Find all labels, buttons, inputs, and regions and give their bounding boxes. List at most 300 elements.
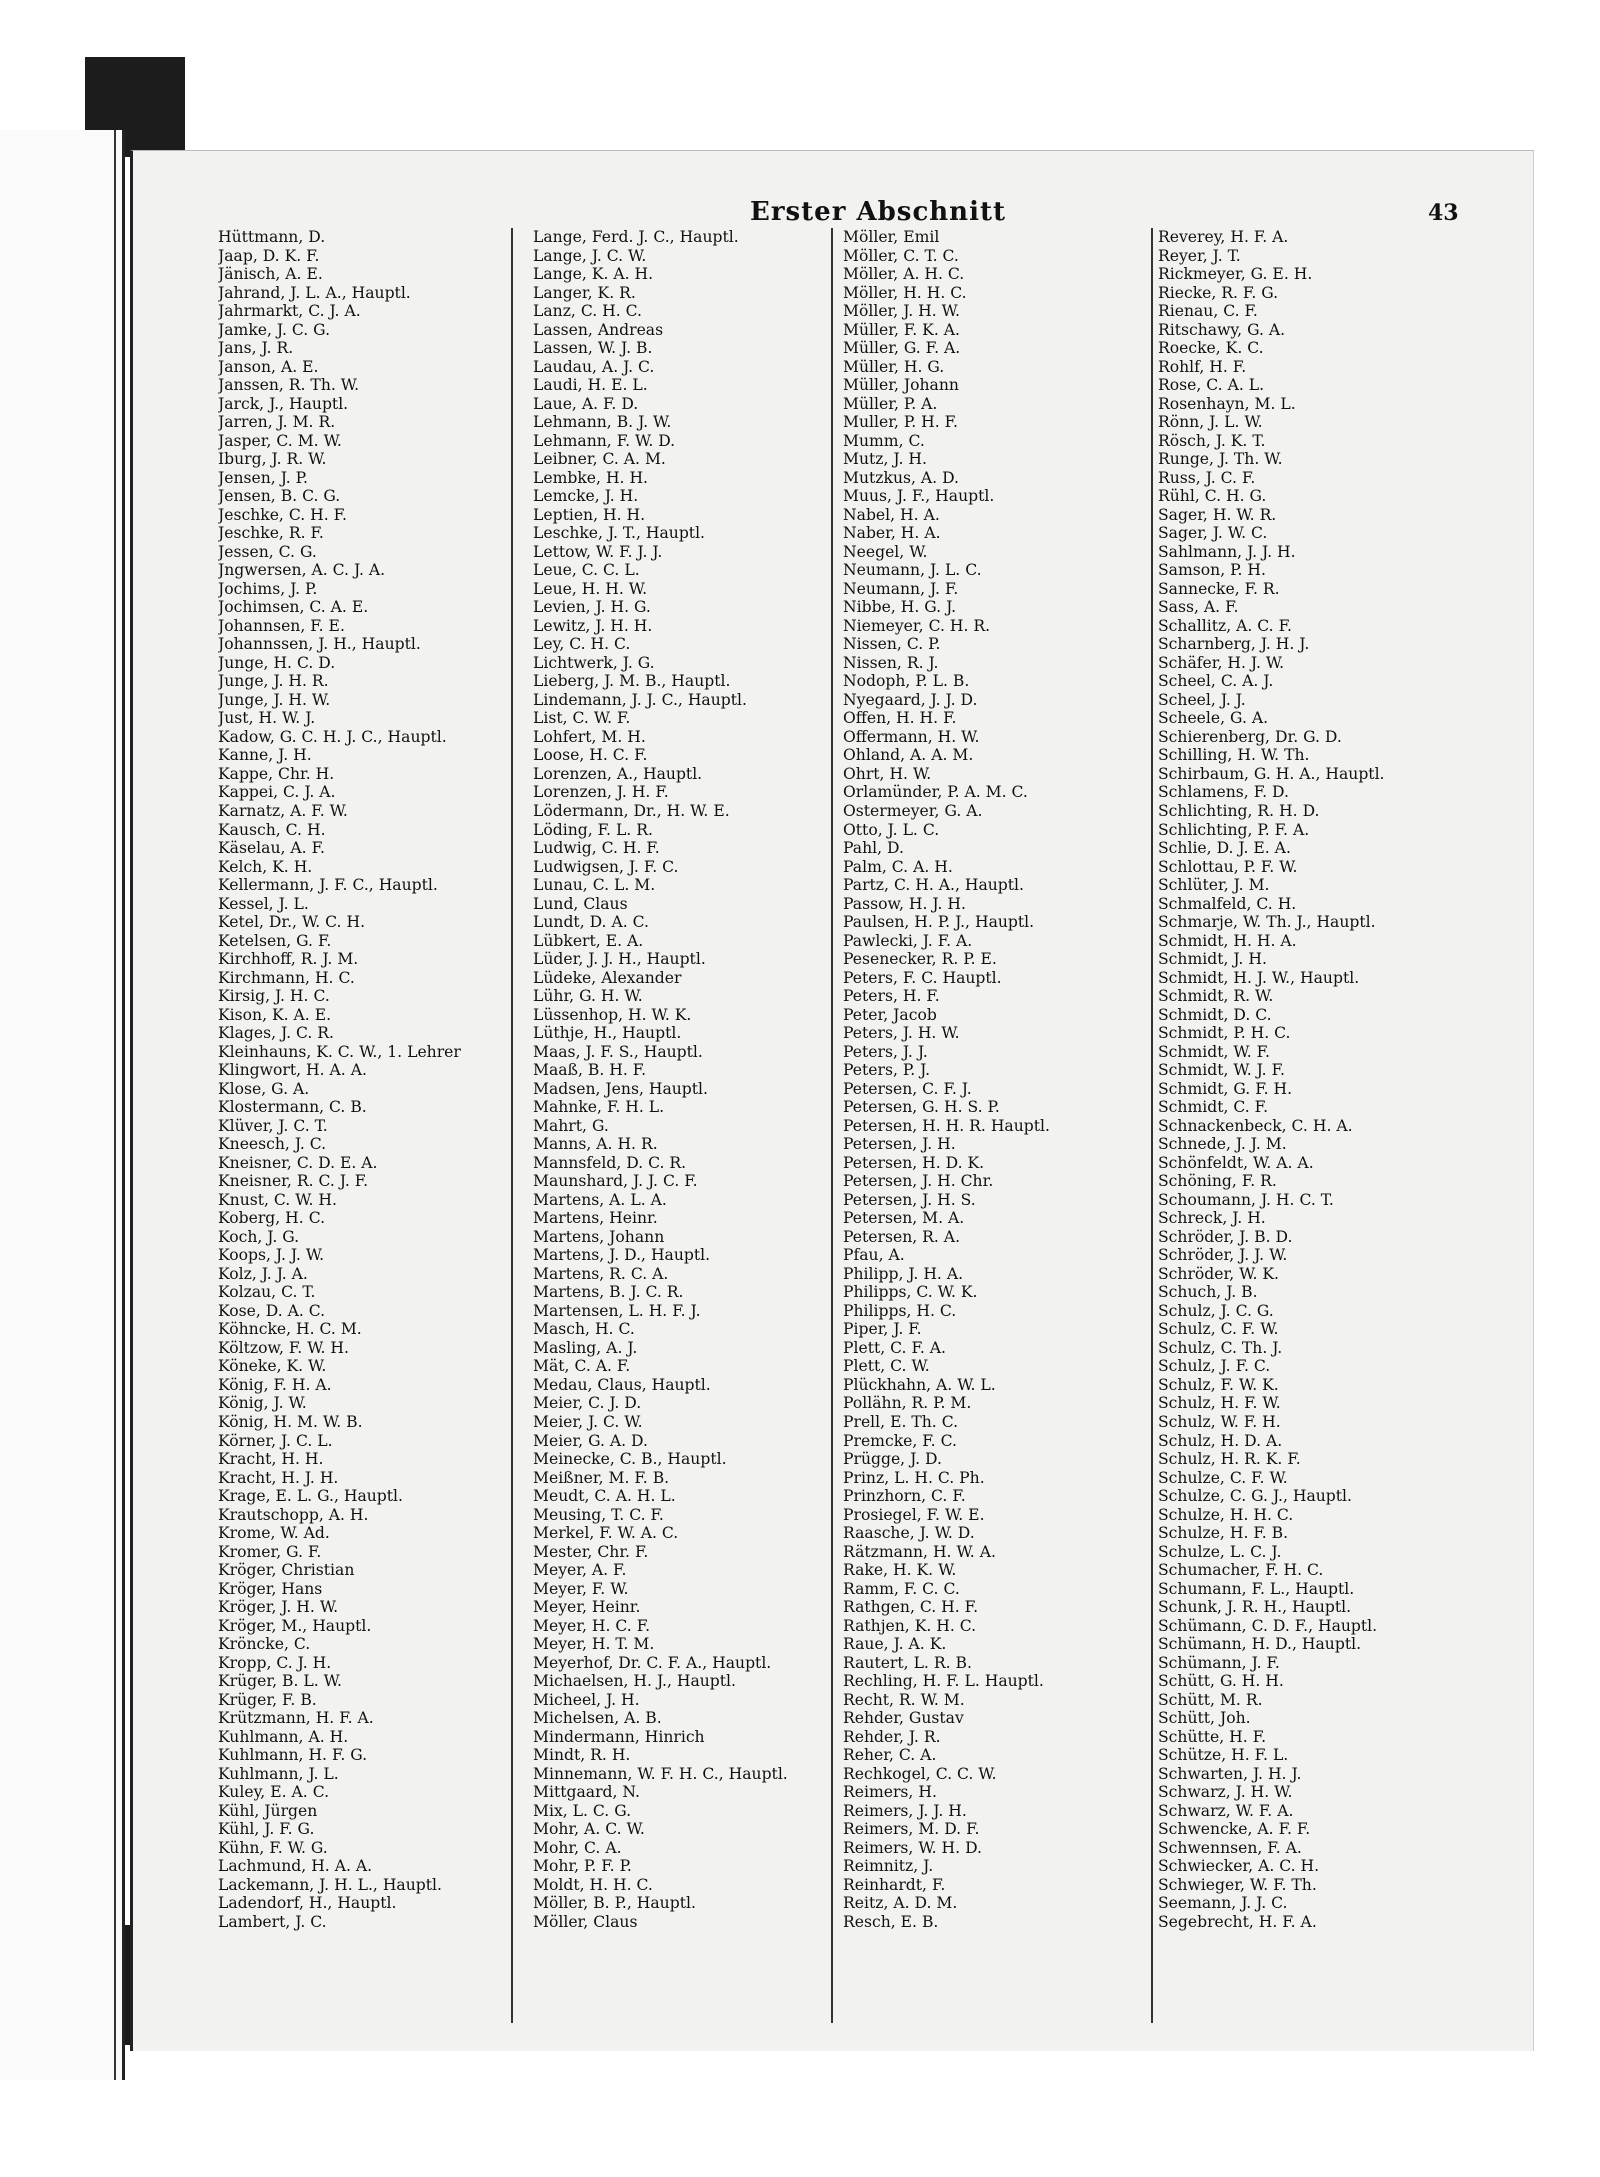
directory-entry: Kirchhoff, R. J. M. — [218, 950, 359, 969]
directory-entry: Lange, K. A. H. — [533, 265, 654, 284]
directory-entry: Jamke, J. C. G. — [218, 320, 331, 339]
directory-entry: Kleinhauns, K. C. W., 1. Lehrer — [218, 1042, 461, 1061]
page-number: 43 — [1428, 200, 1459, 226]
directory-entry: Körner, J. C. L. — [218, 1431, 333, 1450]
directory-entry: Lachmund, H. A. A. — [218, 1857, 373, 1876]
directory-entry: Kessel, J. L. — [218, 894, 309, 913]
directory-entry: Kröger, J. H. W. — [218, 1598, 339, 1617]
directory-entry: Schütze, H. F. L. — [1158, 1746, 1289, 1765]
directory-entry: Schmidt, H. J. W., Hauptl. — [1158, 968, 1360, 987]
directory-entry: Schlamens, F. D. — [1158, 783, 1289, 802]
directory-entry: Neumann, J. F. — [843, 579, 959, 598]
directory-entry: Peter, Jacob — [843, 1005, 937, 1024]
directory-entry: Leue, H. H. W. — [533, 579, 648, 598]
directory-entry: Schmidt, G. F. H. — [1158, 1079, 1293, 1098]
directory-entry: Ramm, F. C. C. — [843, 1579, 960, 1598]
directory-entry: Krautschopp, A. H. — [218, 1505, 369, 1524]
directory-entry: Schlottau, P. F. W. — [1158, 857, 1298, 876]
directory-entry: Martens, A. L. A. — [533, 1190, 667, 1209]
directory-entry: Otto, J. L. C. — [843, 820, 940, 839]
directory-entry: Mät, C. A. F. — [533, 1357, 631, 1376]
directory-entry: Kuhlmann, A. H. — [218, 1727, 349, 1746]
directory-entry: Koberg, H. C. — [218, 1209, 326, 1228]
directory-entry: Lembke, H. H. — [533, 468, 649, 487]
directory-entry: Jochimsen, C. A. E. — [218, 598, 369, 617]
directory-entry: Lorenzen, J. H. F. — [533, 783, 669, 802]
directory-entry: Schümann, H. D., Hauptl. — [1158, 1635, 1362, 1654]
directory-entry: Merkel, F. W. A. C. — [533, 1524, 679, 1543]
directory-entry: Kausch, C. H. — [218, 820, 326, 839]
directory-entry: Reinhardt, F. — [843, 1875, 946, 1894]
directory-entry: Schuch, J. B. — [1158, 1283, 1258, 1302]
directory-entry: Schunk, J. R. H., Hauptl. — [1158, 1598, 1352, 1617]
directory-entry: Minnemann, W. F. H. C., Hauptl. — [533, 1764, 788, 1783]
directory-entry: Raasche, J. W. D. — [843, 1524, 975, 1543]
directory-entry: Möller, Emil — [843, 228, 940, 246]
directory-entry: Just, H. W. J. — [218, 709, 316, 728]
directory-entry: Kröger, M., Hauptl. — [218, 1616, 372, 1635]
page-fold-line — [114, 130, 116, 2080]
directory-entry: Leue, C. C. L. — [533, 561, 640, 580]
directory-entry: Möller, H. H. C. — [843, 283, 967, 302]
directory-entry: Schümann, C. D. F., Hauptl. — [1158, 1616, 1378, 1635]
directory-entry: Sahlmann, J. J. H. — [1158, 542, 1296, 561]
directory-entry: Schröder, J. B. D. — [1158, 1227, 1293, 1246]
directory-entry: Sannecke, F. R. — [1158, 579, 1280, 598]
directory-entry: Jaap, D. K. F. — [218, 246, 320, 265]
directory-entry: Reimers, W. H. D. — [843, 1838, 982, 1857]
directory-entry: Passow, H. J. H. — [843, 894, 966, 913]
directory-entry: Meyerhof, Dr. C. F. A., Hauptl. — [533, 1653, 772, 1672]
directory-entry: König, H. M. W. B. — [218, 1413, 363, 1431]
directory-entry: Meier, C. J. D. — [533, 1394, 642, 1413]
directory-entry: Schallitz, A. C. F. — [1158, 616, 1292, 635]
directory-entry: Jasper, C. M. W. — [218, 431, 342, 450]
directory-entry: Kose, D. A. C. — [218, 1301, 326, 1320]
directory-entry: Rathgen, C. H. F. — [843, 1598, 979, 1617]
directory-entry: Prell, E. Th. C. — [843, 1413, 959, 1431]
directory-entry: Schmidt, D. C. — [1158, 1005, 1272, 1024]
directory-entry: Iburg, J. R. W. — [218, 450, 327, 469]
directory-entry: Resch, E. B. — [843, 1912, 939, 1931]
directory-entry: Prügge, J. D. — [843, 1450, 942, 1469]
directory-entry: Laue, A. F. D. — [533, 394, 639, 413]
directory-entry: Ohland, A. A. M. — [843, 746, 974, 765]
directory-entry: Lackemann, J. H. L., Hauptl. — [218, 1875, 442, 1894]
directory-entry: Sass, A. F. — [1158, 598, 1239, 617]
directory-entry: Nodoph, P. L. B. — [843, 672, 970, 691]
directory-entry: Prinz, L. H. C. Ph. — [843, 1468, 985, 1487]
directory-entry: Scheel, J. J. — [1158, 690, 1246, 709]
directory-entry: Meyer, H. C. F. — [533, 1616, 651, 1635]
directory-entry: Schröder, J. J. W. — [1158, 1246, 1288, 1265]
directory-entry: Müller, F. K. A. — [843, 320, 960, 339]
directory-entry: Schulz, C. F. W. — [1158, 1320, 1279, 1339]
directory-entry: Michelsen, A. B. — [533, 1709, 662, 1728]
directory-entry: Meyer, H. T. M. — [533, 1635, 655, 1654]
directory-entry: Maunshard, J. J. C. F. — [533, 1172, 698, 1191]
directory-entry: Reimers, J. J. H. — [843, 1801, 967, 1820]
directory-entry: Schlie, D. J. E. A. — [1158, 839, 1291, 858]
directory-entry: Jarck, J., Hauptl. — [218, 394, 349, 413]
directory-entry: Schlichting, R. H. D. — [1158, 801, 1320, 820]
directory-entry: Kappe, Chr. H. — [218, 764, 335, 783]
directory-entry: Sager, H. W. R. — [1158, 505, 1277, 524]
directory-entry: Lühr, G. H. W. — [533, 987, 643, 1006]
directory-entry: Rechkogel, C. C. W. — [843, 1764, 997, 1783]
directory-entry: Rosenhayn, M. L. — [1158, 394, 1296, 413]
directory-entry: Laudi, H. E. L. — [533, 376, 648, 395]
directory-entry: Nissen, R. J. — [843, 653, 939, 672]
directory-entry: Lambert, J. C. — [218, 1912, 327, 1931]
directory-entry: Rönn, J. L. W. — [1158, 413, 1263, 432]
directory-entry: Rehder, J. R. — [843, 1727, 941, 1746]
directory-entry: List, C. W. F. — [533, 709, 631, 728]
directory-entry: Jensen, J. P. — [218, 468, 308, 487]
directory-entry: Lunau, C. L. M. — [533, 876, 656, 895]
directory-entry: Prinzhorn, C. F. — [843, 1487, 966, 1506]
directory-entry: Piper, J. F. — [843, 1320, 922, 1339]
directory-entry: Lorenzen, A., Hauptl. — [533, 764, 703, 783]
directory-entry: Partz, C. H. A., Hauptl. — [843, 876, 1025, 895]
directory-entry: Schütt, M. R. — [1158, 1690, 1263, 1709]
directory-entry: Schierenberg, Dr. G. D. — [1158, 727, 1342, 746]
directory-entry: Plückhahn, A. W. L. — [843, 1375, 996, 1394]
directory-entry: Junge, H. C. D. — [218, 653, 336, 672]
directory-entry: Scheel, C. A. J. — [1158, 672, 1274, 691]
directory-entry: Petersen, J. H. Chr. — [843, 1172, 994, 1191]
directory-entry: Philipp, J. H. A. — [843, 1264, 964, 1283]
directory-entry: Mohr, P. F. P. — [533, 1857, 632, 1876]
directory-entry: Nyegaard, J. J. D. — [843, 690, 978, 709]
directory-entry: Schwiecker, A. C. H. — [1158, 1857, 1320, 1876]
directory-entry: Kneesch, J. C. — [218, 1135, 327, 1154]
directory-entry: Schulz, J. F. C. — [1158, 1357, 1271, 1376]
directory-entry: Jngwersen, A. C. J. A. — [218, 561, 386, 580]
directory-entry: Lewitz, J. H. H. — [533, 616, 653, 635]
directory-entry: Lieberg, J. M. B., Hauptl. — [533, 672, 731, 691]
directory-entry: Pawlecki, J. F. A. — [843, 931, 973, 950]
directory-entry: Kracht, H. H. — [218, 1450, 324, 1469]
directory-entry: Lassen, W. J. B. — [533, 339, 653, 358]
directory-entry: Klostermann, C. B. — [218, 1098, 367, 1117]
directory-entry: Petersen, H. D. K. — [843, 1153, 985, 1172]
directory-entry: Meier, J. C. W. — [533, 1413, 643, 1431]
directory-entry: Mester, Chr. F. — [533, 1542, 649, 1561]
directory-entry: Jochims, J. P. — [218, 579, 318, 598]
directory-entry: Masling, A. J. — [533, 1338, 638, 1357]
directory-entry: Schreck, J. H. — [1158, 1209, 1266, 1228]
directory-entry: Koops, J. J. W. — [218, 1246, 325, 1265]
directory-entry: Möller, J. H. W. — [843, 302, 960, 321]
directory-entry: Müller, Johann — [843, 376, 959, 395]
directory-entry: Niemeyer, C. H. R. — [843, 616, 991, 635]
directory-entry: Schlichting, P. F. A. — [1158, 820, 1310, 839]
directory-entry: Paulsen, H. P. J., Hauptl. — [843, 913, 1035, 932]
directory-entry: Martens, J. D., Hauptl. — [533, 1246, 711, 1265]
directory-entry: Krützmann, H. F. A. — [218, 1709, 374, 1728]
directory-entry: Kromer, G. F. — [218, 1542, 322, 1561]
directory-entry: Schwennsen, F. A. — [1158, 1838, 1302, 1857]
directory-entry: Martens, Johann — [533, 1227, 665, 1246]
directory-entry: Schulz, C. Th. J. — [1158, 1338, 1283, 1357]
directory-entry: Hüttmann, D. — [218, 228, 326, 246]
directory-entry: Offermann, H. W. — [843, 727, 980, 746]
directory-entry: Palm, C. A. H. — [843, 857, 953, 876]
directory-entry: Kühl, Jürgen — [218, 1801, 318, 1820]
directory-entry: Masch, H. C. — [533, 1320, 635, 1339]
directory-entry: Seemann, J. J. C. — [1158, 1894, 1288, 1913]
directory-entry: Jarren, J. M. R. — [218, 413, 336, 432]
directory-entry: Schröder, W. K. — [1158, 1264, 1279, 1283]
directory-entry: Kolzau, C. T. — [218, 1283, 316, 1302]
directory-entry: Klages, J. C. R. — [218, 1024, 335, 1043]
directory-entry: Jans, J. R. — [218, 339, 294, 358]
directory-entry: Schnackenbeck, C. H. A. — [1158, 1116, 1353, 1135]
directory-entry: Jahrand, J. L. A., Hauptl. — [218, 283, 411, 302]
directory-entry: Petersen, G. H. S. P. — [843, 1098, 1000, 1117]
directory-entry: Plett, C. F. A. — [843, 1338, 946, 1357]
directory-entry: Mindermann, Hinrich — [533, 1727, 705, 1746]
directory-entry: Kuhlmann, J. L. — [218, 1764, 339, 1783]
directory-entry: Schwencke, A. F. F. — [1158, 1820, 1311, 1839]
directory-entry: Junge, J. H. W. — [218, 690, 331, 709]
directory-entry: Kellermann, J. F. C., Hauptl. — [218, 876, 438, 895]
directory-entry: Orlamünder, P. A. M. C. — [843, 783, 1028, 802]
directory-entry: Schnede, J. J. M. — [1158, 1135, 1287, 1154]
directory-entry: Reimers, M. D. F. — [843, 1820, 980, 1839]
directory-entry: Scharnberg, J. H. J. — [1158, 635, 1310, 654]
directory-entry: Offen, H. H. F. — [843, 709, 957, 728]
directory-entry: Pollähn, R. P. M. — [843, 1394, 972, 1413]
directory-entry: Kröger, Christian — [218, 1561, 355, 1580]
directory-entry: Schwarten, J. H. J. — [1158, 1764, 1302, 1783]
directory-entry: Peters, H. F. — [843, 987, 940, 1006]
directory-entry: Schwarz, W. F. A. — [1158, 1801, 1294, 1820]
directory-entry: Martens, Heinr. — [533, 1209, 658, 1228]
directory-entry: Kirsig, J. H. C. — [218, 987, 330, 1006]
directory-entry: Meißner, M. F. B. — [533, 1468, 670, 1487]
directory-entry: Schöning, F. R. — [1158, 1172, 1277, 1191]
directory-entry: Peters, P. J. — [843, 1061, 931, 1080]
directory-entry: Schumann, F. L., Hauptl. — [1158, 1579, 1355, 1598]
directory-entry: Koch, J. G. — [218, 1227, 300, 1246]
directory-entry: Lassen, Andreas — [533, 320, 664, 339]
directory-entry: Klüver, J. C. T. — [218, 1116, 328, 1135]
name-column-3 — [843, 228, 1153, 1931]
directory-entry: Maas, J. F. S., Hauptl. — [533, 1042, 703, 1061]
directory-entry: Raue, J. A. K. — [843, 1635, 947, 1654]
directory-entry: Kirchmann, H. C. — [218, 968, 355, 987]
directory-entry: Lundt, D. A. C. — [533, 913, 649, 932]
directory-entry: Jeschke, C. H. F. — [218, 505, 347, 524]
directory-entry: Meudt, C. A. H. L. — [533, 1487, 676, 1506]
directory-entry: Kuley, E. A. C. — [218, 1783, 330, 1802]
directory-entry: Schmidt, R. W. — [1158, 987, 1274, 1006]
directory-entry: Schilling, H. W. Th. — [1158, 746, 1310, 765]
directory-entry: Lindemann, J. J. C., Hauptl. — [533, 690, 747, 709]
directory-entry: Lohfert, M. H. — [533, 727, 646, 746]
directory-entry: Mittgaard, N. — [533, 1783, 641, 1802]
directory-entry: Ketelsen, G. F. — [218, 931, 332, 950]
directory-entry: Schmarje, W. Th. J., Hauptl. — [1158, 913, 1376, 932]
directory-entry: Mannsfeld, D. C. R. — [533, 1153, 687, 1172]
directory-entry: Schulz, H. F. W. — [1158, 1394, 1281, 1413]
directory-entry: Schmidt, J. H. — [1158, 950, 1267, 969]
directory-entry: Nabel, H. A. — [843, 505, 940, 524]
directory-entry: Lund, Claus — [533, 894, 628, 913]
directory-entry: Meyer, A. F. — [533, 1561, 627, 1580]
directory-entry: Költzow, F. W. H. — [218, 1338, 349, 1357]
directory-entry: Möller, Claus — [533, 1912, 638, 1931]
directory-entry: Petersen, H. H. R. Hauptl. — [843, 1116, 1050, 1135]
directory-entry: Lödermann, Dr., H. W. E. — [533, 801, 730, 820]
directory-entry: Petersen, C. F. J. — [843, 1079, 972, 1098]
directory-entry: Lettow, W. F. J. J. — [533, 542, 663, 561]
directory-entry: Möller, B. P., Hauptl. — [533, 1894, 696, 1913]
directory-entry: Kneisner, R. C. J. F. — [218, 1172, 369, 1191]
directory-entry: Schoumann, J. H. C. T. — [1158, 1190, 1334, 1209]
directory-entry: Schulze, C. G. J., Hauptl. — [1158, 1487, 1352, 1506]
directory-entry: Reitz, A. D. M. — [843, 1894, 958, 1913]
directory-entry: Krome, W. Ad. — [218, 1524, 330, 1543]
directory-entry: Pesenecker, R. P. E. — [843, 950, 997, 969]
directory-entry: Leschke, J. T., Hauptl. — [533, 524, 706, 543]
directory-entry: Meier, G. A. D. — [533, 1431, 648, 1450]
directory-entry: Schulz, F. W. K. — [1158, 1375, 1279, 1394]
directory-entry: Schmidt, W. F. — [1158, 1042, 1270, 1061]
directory-entry: Pfau, A. — [843, 1246, 905, 1265]
directory-entry: Mindt, R. H. — [533, 1746, 631, 1765]
directory-entry: Samson, P. H. — [1158, 561, 1266, 580]
directory-entry: Scheele, G. A. — [1158, 709, 1269, 728]
directory-entry: Schütte, H. F. — [1158, 1727, 1267, 1746]
directory-entry: Schmidt, C. F. — [1158, 1098, 1269, 1117]
directory-entry: Schumacher, F. H. C. — [1158, 1561, 1324, 1580]
directory-entry: Möller, A. H. C. — [843, 265, 965, 284]
directory-entry: Müller, G. F. A. — [843, 339, 961, 358]
directory-entry: Philipps, C. W. K. — [843, 1283, 978, 1302]
directory-entry: Mohr, C. A. — [533, 1838, 622, 1857]
directory-entry: Madsen, Jens, Hauptl. — [533, 1079, 709, 1098]
directory-entry: Meyer, Heinr. — [533, 1598, 641, 1617]
directory-entry: Meinecke, C. B., Hauptl. — [533, 1450, 727, 1469]
directory-entry: Ladendorf, H., Hauptl. — [218, 1894, 397, 1913]
directory-entry: Schulz, H. D. A. — [1158, 1431, 1283, 1450]
directory-entry: Mutzkus, A. D. — [843, 468, 959, 487]
directory-entry: Lüder, J. J. H., Hauptl. — [533, 950, 706, 969]
facing-page-edge — [0, 130, 125, 2080]
directory-entry: Jeschke, R. F. — [218, 524, 324, 543]
directory-entry: Muus, J. F., Hauptl. — [843, 487, 995, 506]
directory-entry: Kröger, Hans — [218, 1579, 323, 1598]
directory-entry: Jahrmarkt, C. J. A. — [218, 302, 361, 321]
directory-entry: Rautert, L. R. B. — [843, 1653, 972, 1672]
directory-entry: Laudau, A. J. C. — [533, 357, 655, 376]
directory-entry: Krage, E. L. G., Hauptl. — [218, 1487, 403, 1506]
directory-entry: Krüger, F. B. — [218, 1690, 317, 1709]
directory-entry: Junge, J. H. R. — [218, 672, 329, 691]
directory-entry: Johannsen, F. E. — [218, 616, 345, 635]
directory-entry: Lüssenhop, H. W. K. — [533, 1005, 692, 1024]
directory-entry: Kropp, C. J. H. — [218, 1653, 332, 1672]
directory-entry: Knust, C. W. H. — [218, 1190, 337, 1209]
directory-entry: Kolz, J. J. A. — [218, 1264, 308, 1283]
directory-entry: Roecke, K. C. — [1158, 339, 1264, 358]
directory-entry: Lange, Ferd. J. C., Hauptl. — [533, 228, 739, 246]
directory-entry: Schwieger, W. F. Th. — [1158, 1875, 1317, 1894]
directory-entry: Kappei, C. J. A. — [218, 783, 336, 802]
directory-entry: Ludwigsen, J. F. C. — [533, 857, 679, 876]
directory-entry: Krüger, B. L. W. — [218, 1672, 342, 1691]
directory-entry: Lehmann, B. J. W. — [533, 413, 672, 432]
directory-entry: Plett, C. W. — [843, 1357, 930, 1376]
directory-entry: Schmidt, P. H. C. — [1158, 1024, 1291, 1043]
directory-entry: Lanz, C. H. C. — [533, 302, 642, 321]
directory-entry: Schwarz, J. H. W. — [1158, 1783, 1293, 1802]
directory-entry: Reimers, H. — [843, 1783, 937, 1802]
directory-entry: Sager, J. W. C. — [1158, 524, 1268, 543]
name-column-1 — [218, 228, 518, 1931]
directory-entry: Schulze, C. F. W. — [1158, 1468, 1288, 1487]
directory-entry: Jänisch, A. E. — [218, 265, 323, 284]
directory-entry: Medau, Claus, Hauptl. — [533, 1375, 711, 1394]
directory-entry: Martens, B. J. C. R. — [533, 1283, 684, 1302]
directory-entry: Segebrecht, H. F. A. — [1158, 1912, 1317, 1931]
directory-entry: Mahnke, F. H. L. — [533, 1098, 665, 1117]
directory-entry: Janson, A. E. — [218, 357, 319, 376]
directory-entry: Köneke, K. W. — [218, 1357, 327, 1376]
directory-entry: Nissen, C. P. — [843, 635, 941, 654]
directory-entry: Kneisner, C. D. E. A. — [218, 1153, 378, 1172]
directory-entry: Lübkert, E. A. — [533, 931, 644, 950]
directory-entry: Karnatz, A. F. W. — [218, 801, 348, 820]
directory-entry: Lange, J. C. W. — [533, 246, 647, 265]
directory-entry: Ostermeyer, G. A. — [843, 801, 983, 820]
directory-entry: Philipps, H. C. — [843, 1301, 957, 1320]
directory-entry: Mumm, C. — [843, 431, 925, 450]
directory-entry: Schirbaum, G. H. A., Hauptl. — [1158, 764, 1385, 783]
directory-entry: Janssen, R. Th. W. — [218, 376, 360, 395]
directory-entry: Kelch, K. H. — [218, 857, 313, 876]
directory-entry: Petersen, J. H. S. — [843, 1190, 976, 1209]
directory-entry: Schütt, G. H. H. — [1158, 1672, 1284, 1691]
directory-entry: Rickmeyer, G. E. H. — [1158, 265, 1313, 284]
directory-entry: Mix, L. C. G. — [533, 1801, 632, 1820]
directory-entry: Jensen, B. C. G. — [218, 487, 341, 506]
directory-entry: Schäfer, H. J. W. — [1158, 653, 1285, 672]
directory-entry: König, F. H. A. — [218, 1375, 332, 1394]
directory-entry: Manns, A. H. R. — [533, 1135, 658, 1154]
directory-entry: Schmalfeld, C. H. — [1158, 894, 1297, 913]
directory-entry: Martensen, L. H. F. J. — [533, 1301, 701, 1320]
directory-entry: Kröncke, C. — [218, 1635, 311, 1654]
directory-entry: Ludwig, C. H. F. — [533, 839, 660, 858]
directory-entry: Riecke, R. F. G. — [1158, 283, 1279, 302]
directory-entry: Meusing, T. C. F. — [533, 1505, 664, 1524]
directory-entry: Reyer, J. T. — [1158, 246, 1241, 265]
directory-entry: Lemcke, J. H. — [533, 487, 639, 506]
directory-entry: Kühn, F. W. G. — [218, 1838, 328, 1857]
directory-entry: Mutz, J. H. — [843, 450, 927, 469]
directory-entry: Martens, R. C. A. — [533, 1264, 669, 1283]
directory-entry: Loose, H. C. F. — [533, 746, 648, 765]
directory-entry: Rathjen, K. H. C. — [843, 1616, 977, 1635]
directory-entry: Meyer, F. W. — [533, 1579, 629, 1598]
directory-entry: Möller, C. T. C. — [843, 246, 959, 265]
directory-entry: Moldt, H. H. C. — [533, 1875, 653, 1894]
directory-entry: Peters, F. C. Hauptl. — [843, 968, 1002, 987]
